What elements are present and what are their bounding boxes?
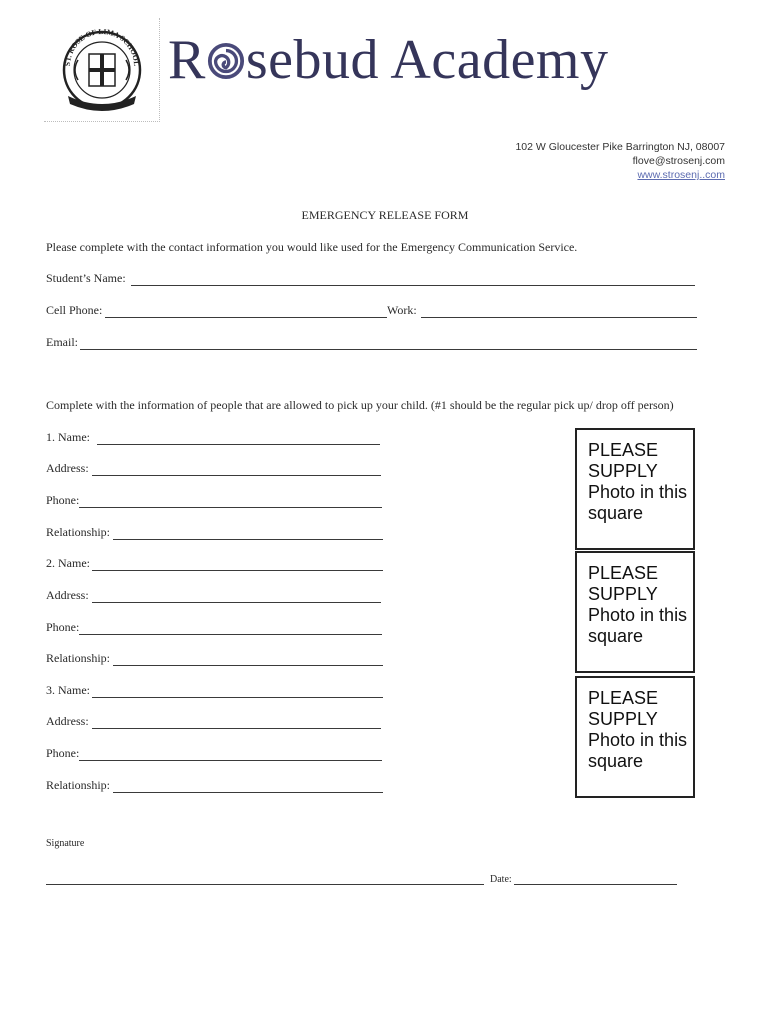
form-title: EMERGENCY RELEASE FORM <box>301 208 469 222</box>
cell-phone-label: Cell Phone: <box>46 303 103 317</box>
photo-box-text: Photo in this <box>588 730 688 750</box>
contact-1-relationship-label: Relationship: <box>46 525 110 539</box>
contact-3-relationship-field[interactable] <box>113 792 383 793</box>
photo-box-text: PLEASE <box>588 688 659 708</box>
photo-box-3[interactable] <box>575 676 695 798</box>
work-phone-label: Work: <box>387 303 417 317</box>
website-link[interactable]: www.strosenj..com <box>637 169 725 181</box>
contact-1-phone-field[interactable] <box>79 507 382 508</box>
contact-3-phone-label: Phone: <box>46 746 80 760</box>
signature-label: Signature <box>46 838 85 849</box>
contact-1-name-field[interactable] <box>97 444 380 445</box>
date-field[interactable] <box>514 884 677 885</box>
school-seal-logo <box>44 18 160 122</box>
address-line: 102 W Gloucester Pike Barrington NJ, 08007 <box>515 141 725 153</box>
signature-field[interactable] <box>46 884 484 885</box>
photo-box-text: square <box>588 503 644 523</box>
school-name-heading: R sebud Academy <box>168 29 609 91</box>
photo-box-2[interactable] <box>575 551 695 673</box>
photo-box-text: Photo in this <box>588 482 688 502</box>
photo-box-text: Photo in this <box>588 605 688 625</box>
work-phone-field[interactable] <box>421 317 697 318</box>
contact-1-address-field[interactable] <box>92 475 381 476</box>
contact-2-relationship-field[interactable] <box>113 665 383 666</box>
contact-3-address-field[interactable] <box>92 728 381 729</box>
svg-text:ST. ROSE OF LIMA SCHOOL: ST. ROSE OF LIMA SCHOOL <box>62 26 142 67</box>
contact-3-phone-field[interactable] <box>79 760 382 761</box>
contact-3-address-label: Address: <box>46 714 89 728</box>
contact-2-address-field[interactable] <box>92 602 381 603</box>
photo-box-text: square <box>588 626 644 646</box>
contact-2-relationship-label: Relationship: <box>46 651 110 665</box>
pickup-intro: Complete with the information of people that are allowed to pick up your child. (#1 should be the regular pick up/ drop off person) <box>46 398 674 412</box>
contact-2-address-label: Address: <box>46 588 89 602</box>
contact-1-relationship-field[interactable] <box>113 539 383 540</box>
rose-swirl-icon <box>207 42 245 80</box>
contact-3-name-label: 3. Name: <box>46 683 90 697</box>
date-label: Date: <box>490 874 512 885</box>
contact-1-address-label: Address: <box>46 461 89 475</box>
photo-box-text: SUPPLY <box>588 709 658 729</box>
contact-1-name-label: 1. Name: <box>46 430 90 444</box>
contact-3-name-field[interactable] <box>92 697 383 698</box>
photo-box-text: SUPPLY <box>588 584 658 604</box>
seal-emblem-icon <box>48 26 156 116</box>
photo-box-1[interactable] <box>575 428 695 550</box>
contact-1-phone-label: Phone: <box>46 493 80 507</box>
email-label: Email: <box>46 335 78 349</box>
photo-box-text: PLEASE <box>588 440 659 460</box>
contact-2-name-field[interactable] <box>92 570 383 571</box>
contact-2-phone-field[interactable] <box>79 634 382 635</box>
email-field[interactable] <box>80 349 697 350</box>
photo-box-text: PLEASE <box>588 563 659 583</box>
contact-3-relationship-label: Relationship: <box>46 778 110 792</box>
photo-box-text: square <box>588 751 644 771</box>
school-address <box>425 140 725 182</box>
cell-phone-field[interactable] <box>105 317 387 318</box>
contact-2-phone-label: Phone: <box>46 620 80 634</box>
email-link[interactable]: flove@strosenj.com <box>632 155 725 167</box>
student-name-field[interactable] <box>131 285 695 286</box>
student-name-label: Student’s Name: <box>46 271 126 285</box>
photo-box-text: SUPPLY <box>588 461 658 481</box>
contact-2-name-label: 2. Name: <box>46 556 90 570</box>
form-intro: Please complete with the contact information you would like used for the Emergency Communication Service. <box>46 240 578 254</box>
